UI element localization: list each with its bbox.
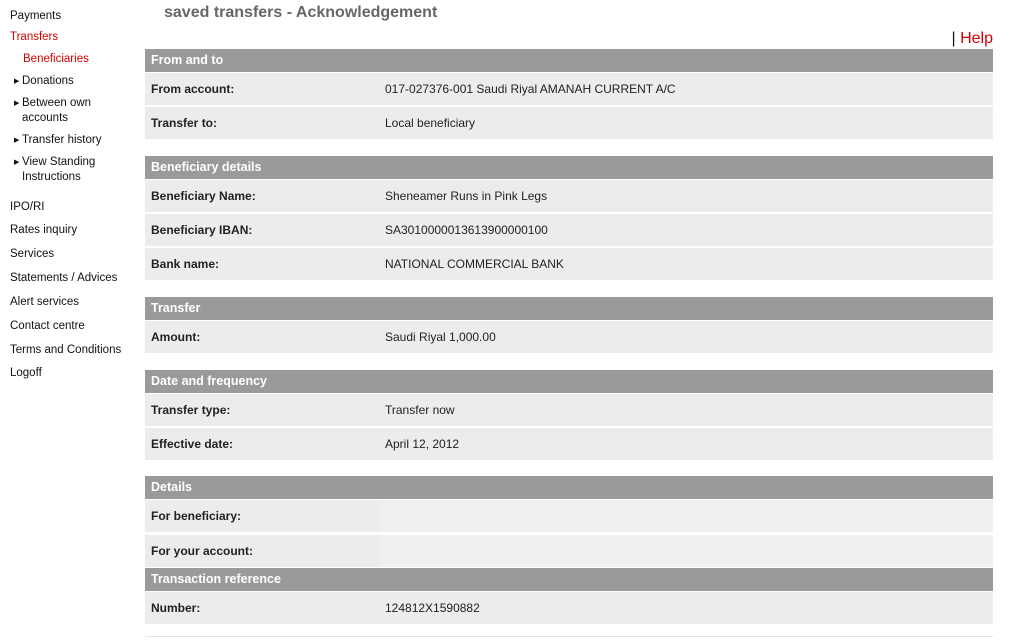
page-title: saved transfers - Acknowledgement <box>164 4 438 21</box>
nav-view-standing-label-2: Instructions <box>22 171 81 183</box>
reference-number-label: Number: <box>151 601 201 615</box>
nav-logoff[interactable]: Logoff <box>10 367 42 379</box>
for-beneficiary-label: For beneficiary: <box>151 509 242 523</box>
nav-view-standing-label-1: View Standing <box>22 156 96 168</box>
row-beneficiary-name <box>145 180 993 212</box>
nav-ipo[interactable]: IPO/RI <box>10 201 45 213</box>
nav-beneficiaries[interactable]: Beneficiaries <box>23 53 89 65</box>
nav-services[interactable]: Services <box>10 248 55 260</box>
amount-label: Amount: <box>151 330 201 344</box>
bank-name-value: NATIONAL COMMERCIAL BANK <box>385 257 564 271</box>
nav-statements[interactable]: Statements / Advices <box>10 272 118 284</box>
row-bank-name <box>145 248 993 280</box>
nav-view-standing-instructions[interactable] <box>14 155 95 185</box>
transfer-type-label: Transfer type: <box>151 403 231 417</box>
row-transfer-to <box>145 107 993 139</box>
nav-contact-centre[interactable]: Contact centre <box>10 320 85 332</box>
row-for-your-account <box>145 535 993 567</box>
sidebar-nav <box>0 0 140 640</box>
triangle-right-icon: ▶ <box>14 100 20 107</box>
section-beneficiary-details: Beneficiary details <box>145 156 993 179</box>
help-link[interactable]: Help <box>960 30 993 47</box>
from-account-value: 017-027376-001 Saudi Riyal AMANAH CURRENT A/C <box>385 82 676 96</box>
transfer-to-label: Transfer to: <box>151 116 218 130</box>
beneficiary-name-value: Sheneamer Runs in Pink Legs <box>385 189 548 203</box>
transfer-type-value: Transfer now <box>385 403 455 417</box>
help-area <box>951 30 993 48</box>
nav-between-own-label-2: accounts <box>22 112 69 124</box>
effective-date-label: Effective date: <box>151 437 234 451</box>
help-separator: | <box>951 30 956 47</box>
beneficiary-name-label: Beneficiary Name: <box>151 189 256 203</box>
section-date-and-frequency: Date and frequency <box>145 370 993 393</box>
section-details: Details <box>145 476 993 499</box>
nav-between-own-accounts[interactable] <box>14 96 91 126</box>
bank-name-label: Bank name: <box>151 257 220 271</box>
section-transaction-reference: Transaction reference <box>145 568 993 591</box>
nav-rates-inquiry[interactable]: Rates inquiry <box>10 224 78 236</box>
amount-value: Saudi Riyal 1,000.00 <box>385 330 496 344</box>
row-for-beneficiary <box>145 500 993 532</box>
nav-alert-services[interactable]: Alert services <box>10 296 80 308</box>
beneficiary-iban-label: Beneficiary IBAN: <box>151 223 253 237</box>
section-transfer: Transfer <box>145 297 993 320</box>
nav-transfer-history[interactable] <box>14 133 101 149</box>
reference-number-value: 124812X1590882 <box>385 601 480 615</box>
row-from-account <box>145 73 993 105</box>
nav-payments[interactable]: Payments <box>10 10 62 22</box>
row-transfer-type <box>145 394 993 426</box>
row-amount <box>145 321 993 353</box>
for-your-account-value <box>379 535 993 567</box>
row-beneficiary-iban <box>145 214 993 246</box>
triangle-right-icon: ▶ <box>14 78 20 85</box>
bottom-divider <box>145 636 993 637</box>
row-reference-number <box>145 592 993 624</box>
for-your-account-label: For your account: <box>151 544 254 558</box>
nav-donations-label: Donations <box>22 75 74 87</box>
row-effective-date <box>145 428 993 460</box>
nav-between-own-label-1: Between own <box>22 97 92 109</box>
triangle-right-icon: ▶ <box>14 137 20 144</box>
nav-transfer-history-label: Transfer history <box>22 134 102 146</box>
nav-donations[interactable] <box>14 74 74 90</box>
section-from-and-to: From and to <box>145 49 993 72</box>
nav-terms[interactable]: Terms and Conditions <box>10 344 122 356</box>
beneficiary-iban-value: SA3010000013613900000100 <box>385 223 548 237</box>
nav-transfers[interactable]: Transfers <box>10 31 59 43</box>
transfer-to-value: Local beneficiary <box>385 116 476 130</box>
triangle-right-icon: ▶ <box>14 159 20 166</box>
for-beneficiary-value <box>379 500 993 532</box>
effective-date-value: April 12, 2012 <box>385 437 460 451</box>
from-account-label: From account: <box>151 82 235 96</box>
